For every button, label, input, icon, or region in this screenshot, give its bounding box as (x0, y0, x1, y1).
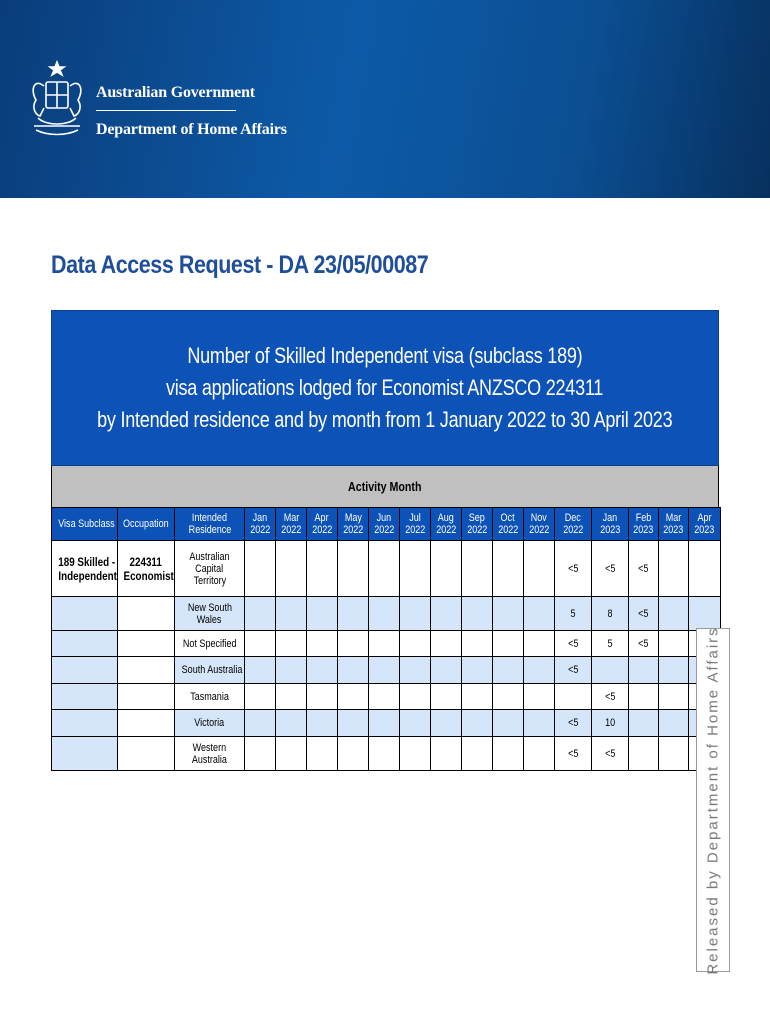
month-value-cell (431, 541, 462, 597)
month-value-cell (400, 710, 431, 737)
month-value-cell (276, 631, 307, 657)
table-heading-line-1: Number of Skilled Independent visa (subclass 189) (187, 343, 583, 368)
month-value-cell: <5 (555, 737, 592, 771)
occupation-cell (118, 597, 175, 631)
month-value-cell (307, 597, 338, 631)
month-value-cell: 5 (592, 631, 629, 657)
month-value-cell (245, 657, 276, 684)
month-value-cell: <5 (555, 710, 592, 737)
month-value-cell (493, 710, 524, 737)
month-value-cell (659, 631, 689, 657)
table-row (52, 684, 721, 710)
month-value-cell (629, 737, 659, 771)
month-value-cell: <5 (592, 684, 629, 710)
table-heading-line-3: by Intended residence and by month from 1 January 2022 to 30 April 2023 (97, 407, 673, 432)
table-row (52, 597, 721, 631)
month-value-cell (245, 631, 276, 657)
column-header-month: Nov 2022 (524, 508, 555, 541)
table-heading-line-2: visa applications lodged for Economist ANZSCO 224311 (166, 375, 604, 400)
agency-line-2: Department of Home Affairs (96, 121, 287, 138)
table-row (52, 737, 721, 771)
month-value-cell (555, 684, 592, 710)
occupation-cell: 224311 Economist (118, 541, 175, 597)
month-value-cell (431, 631, 462, 657)
month-value-cell (369, 684, 400, 710)
month-value-cell (245, 710, 276, 737)
activity-month-label: Activity Month (348, 479, 422, 494)
month-value-cell: <5 (555, 541, 592, 597)
month-value-cell (462, 710, 493, 737)
month-value-cell (369, 710, 400, 737)
month-value-cell (400, 684, 431, 710)
intended-residence-cell: Australian Capital Territory (175, 541, 245, 597)
occupation-cell (118, 657, 175, 684)
month-value-cell: <5 (629, 597, 659, 631)
month-value-cell (431, 710, 462, 737)
occupation-cell (118, 737, 175, 771)
occupation-cell (118, 631, 175, 657)
month-value-cell (400, 597, 431, 631)
month-value-cell (431, 597, 462, 631)
data-table (51, 310, 719, 771)
month-value-cell (307, 737, 338, 771)
header-banner (0, 0, 770, 198)
month-value-cell: <5 (592, 737, 629, 771)
month-value-cell (338, 737, 369, 771)
month-value-cell: 10 (592, 710, 629, 737)
page-title: Data Access Request - DA 23/05/00087 (51, 251, 429, 279)
column-header-month: May 2022 (338, 508, 369, 541)
agency-name (96, 84, 287, 139)
table-row (52, 657, 721, 684)
intended-residence-cell: South Australia (175, 657, 245, 684)
month-value-cell (629, 684, 659, 710)
month-value-cell (307, 541, 338, 597)
watermark-text: Released by Department of Home Affairs (704, 625, 722, 975)
commonwealth-coat-of-arms-icon (26, 56, 88, 142)
month-value-cell (307, 684, 338, 710)
table-row (52, 541, 721, 597)
column-header-month: Jan 2023 (592, 508, 629, 541)
month-value-cell (524, 597, 555, 631)
column-header-month: Apr 2023 (689, 508, 721, 541)
column-header-month: Sep 2022 (462, 508, 493, 541)
month-value-cell (338, 657, 369, 684)
month-value-cell (400, 541, 431, 597)
month-value-cell (524, 631, 555, 657)
month-value-cell (524, 737, 555, 771)
visa-subclass-cell (52, 657, 118, 684)
month-value-cell (431, 737, 462, 771)
month-value-cell (431, 657, 462, 684)
visa-subclass-cell: 189 Skilled - Independent (52, 541, 118, 597)
month-value-cell (307, 657, 338, 684)
column-header-intended-residence: Intended Residence (175, 508, 245, 541)
visa-subclass-cell (52, 684, 118, 710)
month-value-cell: <5 (629, 541, 659, 597)
agency-divider (96, 110, 236, 111)
month-value-cell (245, 541, 276, 597)
month-value-cell: <5 (555, 657, 592, 684)
intended-residence-cell: Not Specified (175, 631, 245, 657)
month-value-cell (659, 684, 689, 710)
month-value-cell (245, 597, 276, 631)
month-value-cell (659, 541, 689, 597)
column-header-month: Oct 2022 (493, 508, 524, 541)
intended-residence-cell: Western Australia (175, 737, 245, 771)
month-value-cell (493, 684, 524, 710)
month-value-cell (338, 597, 369, 631)
table-heading (51, 310, 719, 466)
month-value-cell: <5 (629, 631, 659, 657)
month-value-cell (400, 657, 431, 684)
month-value-cell (462, 657, 493, 684)
month-value-cell (338, 684, 369, 710)
intended-residence-cell: Tasmania (175, 684, 245, 710)
month-value-cell (493, 631, 524, 657)
month-value-cell (524, 657, 555, 684)
month-value-cell (524, 541, 555, 597)
month-value-cell (276, 737, 307, 771)
month-value-cell (524, 684, 555, 710)
intended-residence-cell: New South Wales (175, 597, 245, 631)
column-header-visa-subclass: Visa Subclass (52, 508, 118, 541)
column-header-month: Dec 2022 (555, 508, 592, 541)
column-header-month: Feb 2023 (629, 508, 659, 541)
column-header-month: Mar 2023 (659, 508, 689, 541)
month-value-cell (592, 657, 629, 684)
month-value-cell (629, 710, 659, 737)
month-value-cell (659, 710, 689, 737)
column-header-occupation: Occupation (118, 508, 175, 541)
month-value-cell (493, 657, 524, 684)
column-header-month: Jul 2022 (400, 508, 431, 541)
table-row (52, 710, 721, 737)
month-value-cell (338, 710, 369, 737)
month-value-cell: <5 (555, 631, 592, 657)
month-value-cell (276, 541, 307, 597)
release-watermark (696, 625, 730, 975)
month-value-cell (276, 597, 307, 631)
column-header-month: Mar 2022 (276, 508, 307, 541)
month-value-cell (462, 631, 493, 657)
month-value-cell (369, 541, 400, 597)
intended-residence-cell: Victoria (175, 710, 245, 737)
occupation-cell (118, 684, 175, 710)
month-value-cell (369, 737, 400, 771)
month-value-cell (659, 657, 689, 684)
month-value-cell (493, 737, 524, 771)
visa-subclass-cell (52, 631, 118, 657)
month-value-cell (276, 710, 307, 737)
month-value-cell (462, 684, 493, 710)
month-value-cell (659, 737, 689, 771)
column-header-month: Jun 2022 (369, 508, 400, 541)
month-value-cell (369, 631, 400, 657)
month-value-cell (369, 657, 400, 684)
visa-subclass-cell (52, 597, 118, 631)
month-value-cell (276, 684, 307, 710)
month-value-cell: 8 (592, 597, 629, 631)
month-value-cell (245, 737, 276, 771)
month-value-cell (369, 597, 400, 631)
month-value-cell (431, 684, 462, 710)
agency-line-1: Australian Government (96, 84, 255, 101)
month-value-cell: 5 (555, 597, 592, 631)
occupation-cell (118, 710, 175, 737)
activity-month-header (51, 466, 719, 507)
month-value-cell (245, 684, 276, 710)
month-value-cell (493, 541, 524, 597)
month-value-cell: <5 (592, 541, 629, 597)
month-value-cell (338, 631, 369, 657)
month-value-cell (689, 541, 721, 597)
month-value-cell (307, 631, 338, 657)
month-value-cell (524, 710, 555, 737)
data-grid (51, 507, 721, 771)
column-header-month: Jan 2022 (245, 508, 276, 541)
month-value-cell (276, 657, 307, 684)
table-row (52, 631, 721, 657)
month-value-cell (338, 541, 369, 597)
visa-subclass-cell (52, 710, 118, 737)
month-value-cell (462, 737, 493, 771)
month-value-cell (462, 597, 493, 631)
month-value-cell (659, 597, 689, 631)
month-value-cell (307, 710, 338, 737)
column-header-month: Aug 2022 (431, 508, 462, 541)
column-header-row (52, 508, 721, 541)
month-value-cell (493, 597, 524, 631)
month-value-cell (400, 737, 431, 771)
month-value-cell (400, 631, 431, 657)
visa-subclass-cell (52, 737, 118, 771)
month-value-cell (462, 541, 493, 597)
column-header-month: Apr 2022 (307, 508, 338, 541)
month-value-cell (629, 657, 659, 684)
